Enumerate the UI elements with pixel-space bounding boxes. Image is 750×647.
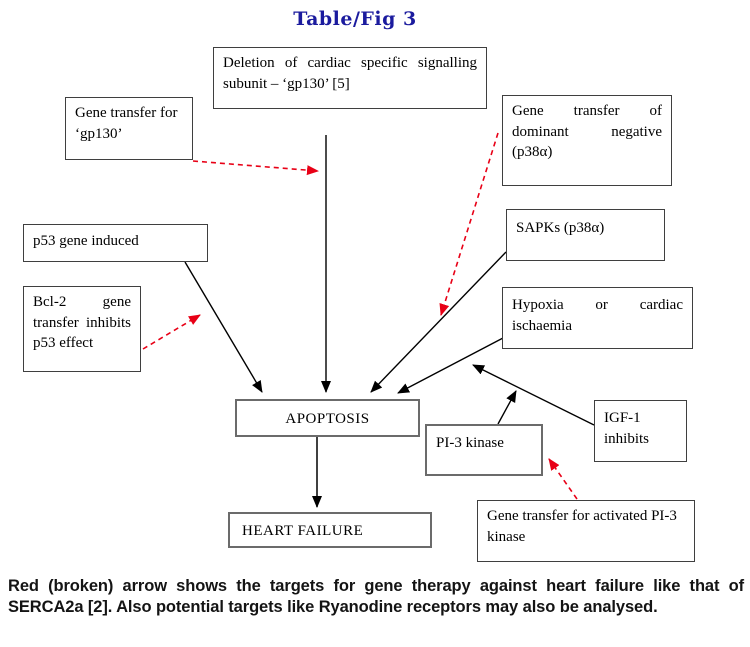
arrow-hypoxia-to-apoptosis: [398, 338, 503, 393]
red-arrow-gt-activated-pi3: [549, 459, 577, 499]
box-sapks: SAPKs (p38α): [506, 209, 665, 261]
box-heart-failure: HEART FAILURE: [228, 512, 432, 548]
red-arrow-gt-gp130: [193, 161, 318, 171]
box-gene-transfer-activated-pi3: Gene transfer for activated PI-3 kinase: [477, 500, 695, 562]
box-deletion-gp130: Deletion of cardiac specific signalling subunit – ‘gp130’ [5]: [213, 47, 487, 109]
box-hypoxia-ischaemia: Hypoxia or cardiac ischaemia: [502, 287, 693, 349]
figure-caption: Red (broken) arrow shows the targets for gene therapy against heart failure like that of SERCA2a [2]. Also potential targets like Ryanodine receptors may also be analysed.: [8, 577, 744, 617]
box-pi3-kinase: PI-3 kinase: [425, 424, 543, 476]
box-apoptosis: APOPTOSIS: [235, 399, 420, 437]
box-igf1-inhibits: IGF-1 inhibits: [594, 400, 687, 462]
red-arrow-bcl2: [143, 315, 200, 349]
box-bcl2-gene-transfer: Bcl-2 gene transfer inhibits p53 effect: [23, 286, 141, 372]
red-arrow-gt-dominant-negative: [441, 133, 498, 315]
arrow-p53-to-apoptosis: [185, 262, 262, 392]
box-p53-gene-induced: p53 gene induced: [23, 224, 208, 262]
arrow-igf1-inhibits-line: [473, 365, 594, 425]
figure-title: Table/Fig 3: [293, 8, 417, 30]
box-gene-transfer-gp130: Gene transfer for ‘gp130’: [65, 97, 193, 160]
box-gene-transfer-dominant-negative: Gene transfer of dominant negative (p38α): [502, 95, 672, 186]
arrow-pi3-to-igf1-line: [498, 391, 516, 424]
